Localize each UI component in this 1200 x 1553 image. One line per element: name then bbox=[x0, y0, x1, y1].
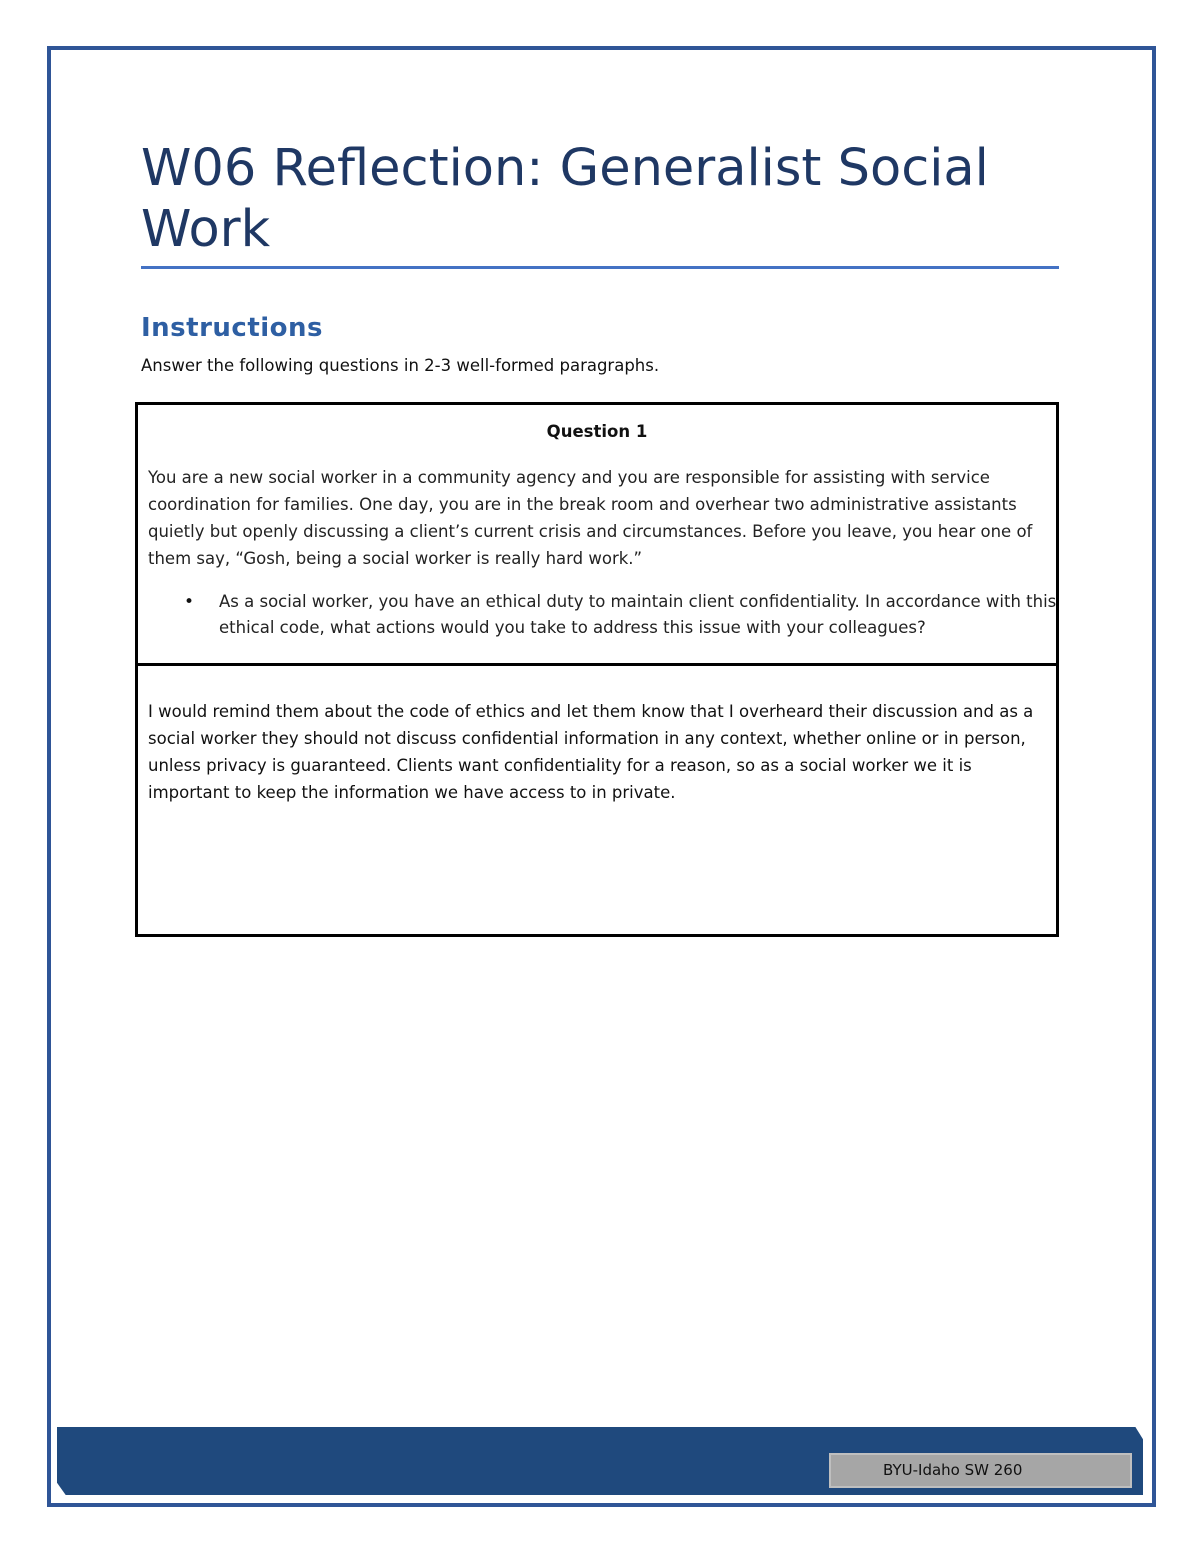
question-table bbox=[135, 402, 1059, 937]
question-label: Question 1 bbox=[546, 422, 648, 441]
footer-course-label: BYU-Idaho SW 260 bbox=[829, 1453, 1132, 1488]
question-bullet-text: As a social worker, you have an ethical duty to maintain client confidentiality. In accordance with this ethical code, what actions would you take to address this issue with your colleagues? bbox=[219, 592, 1057, 637]
instructions-heading: Instructions bbox=[141, 313, 324, 343]
document-title: W06 Reflection: Generalist Social Work bbox=[141, 139, 989, 259]
bullet-dot-icon: • bbox=[184, 592, 195, 612]
question-cell bbox=[138, 405, 1056, 666]
question-prompt: You are a new social worker in a community agency and you are responsible for assisting with service coordination for families. One day, you are in the break room and overhear two administrative assistants quietly but openly discussing a client’s current crisis and circumstances. Before you leave, you hear one of them say, “Gosh, being a social worker is really hard work.” bbox=[148, 468, 1033, 568]
answer-text[interactable]: I would remind them about the code of ethics and let them know that I overheard their discussion and as a social worker they should not discuss confidential information in any context, whether online or in person, unless privacy is guaranteed. Clients want confidentiality for a reason, so as a social worker we it is important to keep the information we have access to in private. bbox=[148, 702, 1034, 802]
title-underline bbox=[141, 266, 1059, 269]
instructions-text: Answer the following questions in 2-3 well-formed paragraphs. bbox=[141, 356, 660, 375]
